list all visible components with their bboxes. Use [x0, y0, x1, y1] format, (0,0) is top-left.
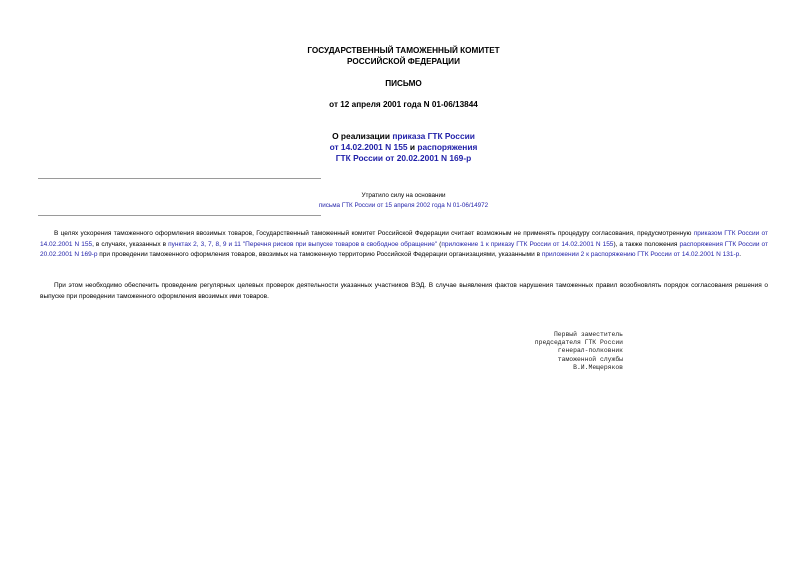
p1-text-4: ), а также положения: [613, 240, 680, 248]
appendix-2-link[interactable]: приложении 2 к распоряжению ГТК России от 14.02.2001 N 131-р: [541, 251, 740, 258]
signature-block: [490, 331, 623, 372]
subject-prefix: О реализации: [332, 131, 393, 141]
annulment-note: Утратило силу на основании: [361, 192, 446, 199]
order-link[interactable]: приказа ГТК России: [392, 131, 475, 141]
p1-text-5: при проведении таможенного оформления товаров, ввозимых на таможенную территорию Российской Федерации организациями, указанными в: [97, 251, 542, 258]
subject-line1: [0, 131, 807, 142]
body-paragraph-1: [40, 229, 768, 261]
annulment-link-line: [0, 200, 807, 211]
directive-date-link[interactable]: ГТК России от 20.02.2001 N 169-р: [335, 153, 472, 163]
signature-line3: генерал-полковник: [557, 347, 623, 355]
org-title-line1: ГОСУДАРСТВЕННЫЙ ТАМОЖЕННЫЙ КОМИТЕТ: [307, 46, 500, 55]
appendix-1-link[interactable]: приложение 1 к приказу ГТК России от 14.02.2001 N 155: [441, 240, 614, 248]
signature-line2: председателя ГТК России: [534, 339, 623, 347]
annulment-link[interactable]: письма ГТК России от 15 апреля 2002 года N 01-06/14972: [318, 202, 489, 209]
p1-text-3: (: [437, 240, 442, 248]
doc-date: от 12 апреля 2001 года N 01-06/13844: [329, 100, 478, 109]
divider-top: [38, 178, 321, 179]
signature-name: В.И.Мещеряков: [573, 363, 623, 371]
doc-type-title: ПИСЬМО: [385, 79, 422, 88]
directive-link[interactable]: распоряжения: [417, 142, 478, 152]
p1-text-6: .: [739, 251, 742, 258]
p1-text-2: , в случаях, указанных в: [92, 240, 169, 248]
order-date-link[interactable]: от 14.02.2001 N 155: [329, 142, 408, 152]
subject-conjunction: и: [407, 142, 418, 152]
body-paragraph-2: При этом необходимо обеспечить проведение регулярных целевых проверок деятельности указанных участников ВЭД. В случае выявления фактов нарушения таможенных правил возобновлять порядок согласования решения о выпуске при проведении таможенного оформления ввозимых ими товаров.: [40, 282, 768, 300]
org-title-line2: РОССИЙСКОЙ ФЕДЕРАЦИИ: [347, 57, 460, 66]
risk-list-link[interactable]: пунктах 2, 3, 7, 8, 9 и 11 "Перечня рисков при выпуске товаров в свободное обращение": [168, 240, 438, 248]
signature-line1: Первый заместитель: [553, 331, 623, 338]
directive-169-link[interactable]: распоряжения ГТК России от 20.02.2001 N 169-р: [40, 240, 769, 258]
order-155-link[interactable]: приказом ГТК России от 14.02.2001 N 155: [40, 230, 769, 248]
subject-line2: [0, 142, 807, 153]
divider-bottom: [38, 215, 321, 216]
signature-line4: таможенной службы: [557, 355, 623, 363]
subject-line3: [0, 153, 807, 164]
p1-text-1: В целях ускорения таможенного оформления ввозимых товаров, Государственный таможенный комитет Российской Федерации считает возможным не применять процедуру согласования, предусмотренную: [54, 230, 694, 237]
